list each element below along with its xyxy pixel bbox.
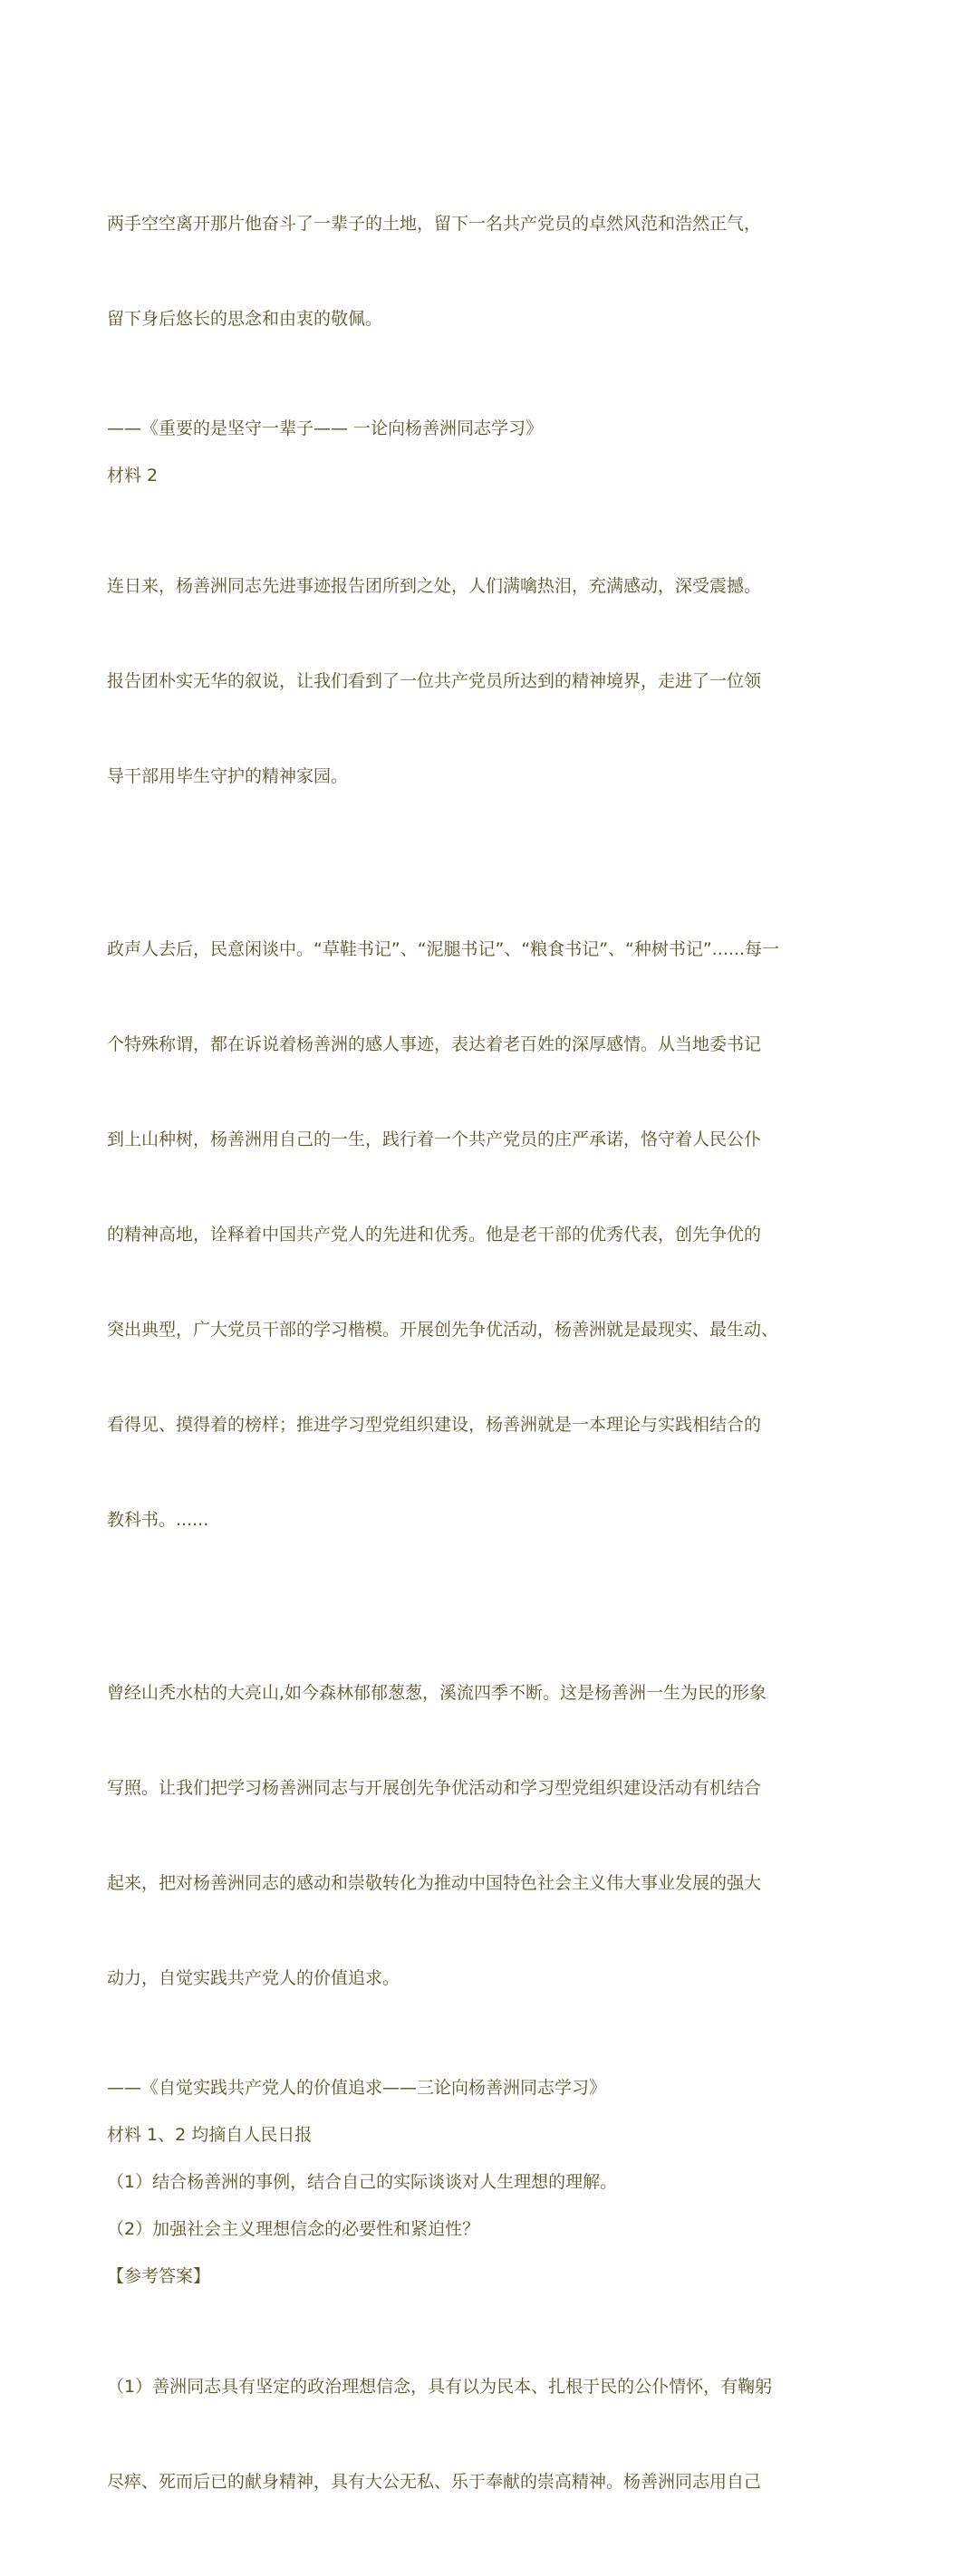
paragraph-line: 留下身后悠长的思念和由衷的敬佩。 (107, 309, 383, 329)
paragraph-line: 教科书。...... (107, 1510, 209, 1530)
paragraph-line: 突出典型，广大党员干部的学习楷模。开展创先争优活动，杨善洲就是最现实、最生动、 (107, 1320, 779, 1340)
question-2: （2）加强社会主义理想信念的必要性和紧迫性？ (107, 2219, 480, 2239)
material-2-label: 材料 2 (107, 466, 159, 485)
paragraph-line: 起来，把对杨善洲同志的感动和崇敬转化为推动中国特色社会主义伟大事业发展的强大 (107, 1873, 762, 1893)
materials-note: 材料 1、2 均摘自人民日报 (107, 2125, 313, 2145)
paragraph-4 (107, 1614, 877, 2058)
paragraph-line: 连日来，杨善洲同志先进事迹报告团所到之处，人们满噙热泪，充满感动，深受震撼。 (107, 576, 762, 596)
paragraph-line: 导干部用毕生守护的精神家园。 (107, 766, 349, 786)
question-1: （1）结合杨善洲的事例，结合自己的实际谈谈对人生理想的理解。 (107, 2172, 618, 2192)
source-citation-2: ——《自觉实践共产党人的价值追求——三论向杨善洲同志学习》 (107, 2078, 607, 2098)
answer-1 (107, 2308, 877, 2562)
paragraph-line: 看得见、摸得着的榜样；推进学习型党组织建设，杨善洲就是一本理论与实践相结合的 (107, 1415, 762, 1435)
paragraph-line: 政声人去后，民意闲谈中。“草鞋书记”、“泥腿书记”、“粮食书记”、“种树书记”......每一 (107, 939, 779, 959)
paragraph-3 (107, 870, 877, 1600)
paragraph-line: 报告团朴实无华的叙说，让我们看到了一位共产党员所达到的精神境界，走进了一位领 (107, 671, 762, 691)
paragraph-2 (107, 507, 877, 856)
paragraph-1 (107, 145, 877, 399)
document-content (107, 145, 877, 2576)
paragraph-line: 两手空空离开那片他奋斗了一辈子的土地，留下一名共产党员的卓然风范和浩然正气， (107, 214, 762, 234)
paragraph-line: 的精神高地，诠释着中国共产党人的先进和优秀。他是老干部的优秀代表，创先争优的 (107, 1225, 762, 1245)
paragraph-line: 到上山种树，杨善洲用自己的一生，践行着一个共产党员的庄严承诺，恪守着人民公仆 (107, 1129, 762, 1149)
paragraph-line: 写照。让我们把学习杨善洲同志与开展创先争优活动和学习型党组织建设活动有机结合 (107, 1778, 762, 1798)
source-citation-1: ——《重要的是坚守一辈子—— 一论向杨善洲同志学习》 (107, 418, 544, 438)
answer-heading: 【参考答案】 (107, 2266, 211, 2286)
paragraph-line: 动力，自觉实践共产党人的价值追求。 (107, 1968, 400, 1988)
paragraph-line: （1）善洲同志具有坚定的政治理想信念，具有以为民本、扎根于民的公仆情怀，有鞠躬 (107, 2377, 773, 2397)
paragraph-line: 曾经山秃水枯的大亮山,如今森林郁郁葱葱，溪流四季不断。这是杨善洲一生为民的形象 (107, 1683, 767, 1703)
paragraph-line: 个特殊称谓，都在诉说着杨善洲的感人事迹，表达着老百姓的深厚感情。从当地委书记 (107, 1034, 762, 1054)
paragraph-line: 尽瘁、死而后已的献身精神，具有大公无私、乐于奉献的崇高精神。杨善洲同志用自己 (107, 2472, 762, 2492)
